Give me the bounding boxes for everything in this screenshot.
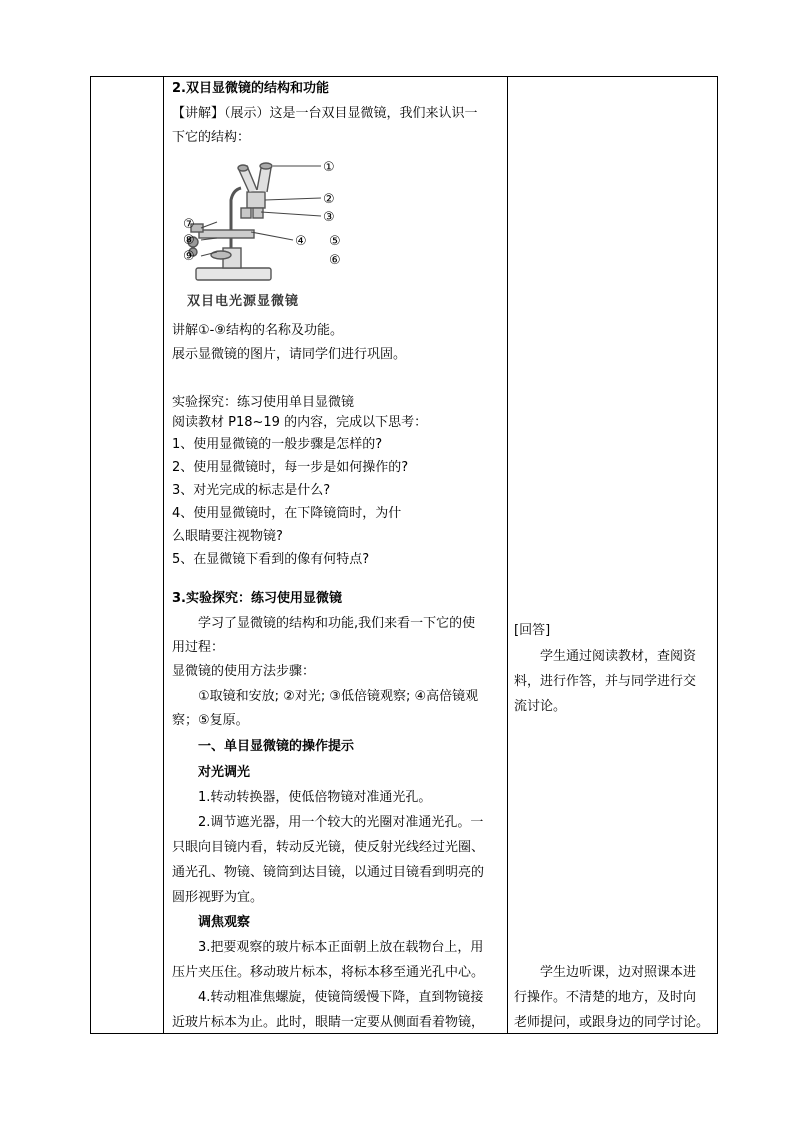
question-item: 4、使用显微镜时，在下降镜筒时，为什	[172, 506, 402, 521]
column-divider-2	[507, 76, 508, 1034]
figure-label-1: ①	[323, 160, 335, 175]
paragraph-2-line: 只眼向目镜内看，转动反光镜，使反射光线经过光圈、	[172, 840, 485, 855]
paragraph-3-line: 3.把要观察的玻片标本正面朝上放在载物台上，用	[198, 940, 484, 955]
table-bottom-border	[90, 1033, 718, 1034]
figure-label-6: ⑥	[329, 253, 341, 268]
paragraph-2-line: 圆形视野为宜。	[172, 890, 264, 905]
lesson-plan-table	[90, 76, 718, 1034]
table-top-border	[90, 76, 718, 77]
microscope-figure	[181, 160, 351, 310]
subsection-focus: 调焦观察	[198, 915, 251, 930]
explain-line: 【讲解】（展示）这是一台双目显微镜，我们来认识一	[172, 106, 478, 121]
question-item: 么眼睛要注视物镜?	[172, 529, 283, 544]
listen-line: 行操作。不清楚的地方，及时向	[514, 990, 697, 1005]
figure-label-5: ⑤	[329, 234, 341, 249]
intro-line: 学习了显微镜的结构和功能,我们来看一下它的使	[198, 616, 476, 631]
explain-line: 下它的结构：	[172, 130, 251, 145]
question-item: 3、对光完成的标志是什么?	[172, 483, 331, 498]
show-pictures: 展示显微镜的图片，请同学们进行巩固。	[172, 347, 407, 362]
steps-line: 察；⑤复原。	[172, 713, 249, 728]
answer-line: 流讨论。	[514, 699, 567, 714]
section2-title: 2.双目显微镜的结构和功能	[172, 81, 329, 96]
question-item: 2、使用显微镜时，每一步是如何操作的?	[172, 460, 409, 475]
answer-line: 料，进行作答，并与同学进行交	[514, 674, 697, 689]
figure-label-9: ⑨	[183, 249, 195, 264]
answer-label: [回答]	[514, 623, 551, 638]
paragraph-4-line: 近玻片标本为止。此时，眼睛一定要从侧面看着物镜，	[172, 1015, 485, 1030]
paragraph-2-line: 2.调节遮光器，用一个较大的光圈对准通光孔。一	[198, 815, 484, 830]
table-right-border	[717, 76, 718, 1034]
microscope-icon	[181, 160, 351, 285]
listen-line: 老师提问，或跟身边的同学讨论。	[514, 1015, 710, 1030]
column-divider-1	[163, 76, 164, 1034]
figure-label-2: ②	[323, 192, 335, 207]
operation-title: 一、单目显微镜的操作提示	[198, 739, 355, 754]
listen-line: 学生边听课，边对照课本进	[540, 965, 697, 980]
reading-task: 阅读教材 P18~19 的内容，完成以下思考：	[172, 415, 428, 430]
paragraph-4-line: 4.转动粗准焦螺旋，使镜筒缓慢下降，直到物镜接	[198, 990, 484, 1005]
section3-title: 3.实验探究：练习使用显微镜	[172, 591, 342, 606]
paragraph-1: 1.转动转换器，使低倍物镜对准通光孔。	[198, 790, 432, 805]
question-item: 5、在显微镜下看到的像有何特点?	[172, 552, 370, 567]
steps-title: 显微镜的使用方法步骤：	[172, 664, 316, 679]
table-left-border	[90, 76, 91, 1034]
figure-caption: 双目电光源显微镜	[187, 294, 300, 309]
figure-label-4: ④	[295, 234, 307, 249]
subsection-light: 对光调光	[198, 765, 251, 780]
answer-line: 学生通过阅读教材，查阅资	[540, 649, 697, 664]
explain-structures: 讲解①-⑨结构的名称及功能。	[172, 323, 343, 338]
paragraph-3-line: 压片夹压住。移动玻片标本，将标本移至通光孔中心。	[172, 965, 485, 980]
figure-label-3: ③	[323, 210, 335, 225]
question-item: 1、使用显微镜的一般步骤是怎样的?	[172, 437, 383, 452]
paragraph-2-line: 通光孔、物镜、镜筒到达目镜，以通过目镜看到明亮的	[172, 865, 485, 880]
intro-line: 用过程：	[172, 640, 225, 655]
experiment-title: 实验探究：练习使用单目显微镜	[172, 395, 355, 410]
figure-label-8: ⑧	[183, 233, 195, 248]
figure-label-7: ⑦	[183, 217, 195, 232]
steps-line: ①取镜和安放; ②对光; ③低倍镜观察; ④高倍镜观	[198, 689, 479, 704]
